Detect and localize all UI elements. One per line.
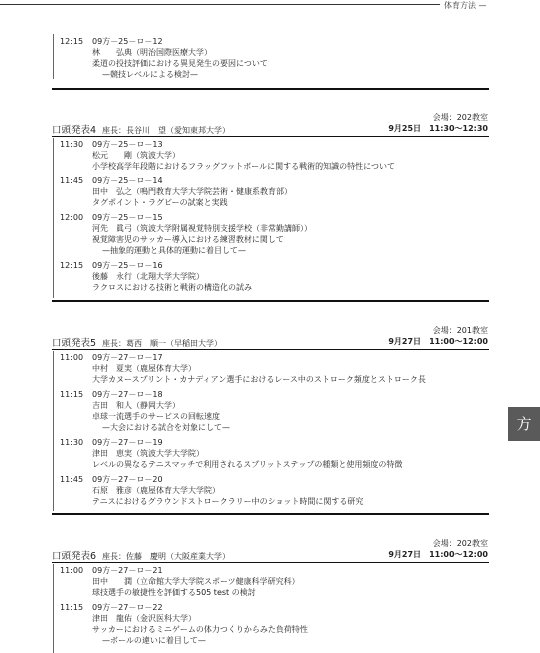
presentation-title: タグポイント・ラグビーの試案と実践 xyxy=(92,198,228,207)
session-title xyxy=(52,548,230,562)
presentation-id: 09方－25－ロ－13 xyxy=(92,140,163,149)
entry-time: 12:15 xyxy=(60,261,84,270)
presentation-title: 視覚障害児のサッカー導入における練習教材に関して xyxy=(92,235,284,244)
entry-time: 11:45 xyxy=(60,176,84,185)
presenter: 林 弘典（明治国際医療大学） xyxy=(92,48,212,57)
session-name: 口頭発表5 xyxy=(52,338,97,349)
presentation-subtitle: —大会における試合を対象にして— xyxy=(102,423,230,432)
presentation-title: 柔道の投技評価における異見発生の要因について xyxy=(92,59,268,68)
presentation-id: 09方－27－ロ－17 xyxy=(92,353,163,362)
presenter: 津田 龍佑（金沢医科大学） xyxy=(92,614,196,623)
session-name: 口頭発表6 xyxy=(52,551,97,562)
presentation-title: 卓球一流選手のサービスの回転速度 xyxy=(92,412,220,421)
presenter: 田中 弘之（鳴門教育大学大学院芸術・健康系教育部） xyxy=(92,187,292,196)
presenter: 津田 恵実（筑波大学大学院） xyxy=(92,449,204,458)
header-rule xyxy=(0,4,440,5)
section-divider xyxy=(52,88,489,90)
entry-time: 11:30 xyxy=(60,140,84,149)
session-rule xyxy=(52,349,489,350)
section-divider xyxy=(52,300,489,302)
session-datetime xyxy=(388,336,488,347)
session-chair: 座長：葛西 順一（早稲田大学） xyxy=(102,339,223,348)
presentation-title: レベルの異なるテニスマッチで利用されるスプリットステップの種類と使用頻度の特徴 xyxy=(92,460,403,469)
entry-rule xyxy=(53,34,54,79)
entry-time: 12:00 xyxy=(60,213,84,222)
session-chair: 座長：佐藤 慶明（大阪産業大学） xyxy=(102,552,231,561)
session-time: 11:30〜12:30 xyxy=(429,124,488,133)
presentation-title: 球技選手の敏捷性を評価する505 test の検討 xyxy=(92,588,256,597)
presentation-subtitle: —競技レベルによる検討— xyxy=(102,70,198,79)
presenter: 吉田 和人（静岡大学） xyxy=(92,401,180,410)
entry-time: 11:00 xyxy=(60,566,84,575)
entry-time: 11:45 xyxy=(60,475,84,484)
presenter: 河先 眞弓（筑波大学附属視覚特別支援学校（非常勤講師）） xyxy=(92,224,312,233)
entry-rule xyxy=(53,138,54,298)
presentation-title: 大学カヌースプリント・カナディアン選手におけるレース中のストローク頻度とストローク長 xyxy=(92,375,426,384)
presentation-id: 09方－25－ロ－16 xyxy=(92,261,163,270)
session-datetime xyxy=(388,123,488,134)
presentation-subtitle: —抽象的運動と具体的運動に着目して— xyxy=(102,246,246,255)
entry-rule xyxy=(53,351,54,511)
presenter: 後藤 永行（北翔大学大学院） xyxy=(92,272,204,281)
session-venue: 会場：202教室 xyxy=(432,113,488,122)
presentation-title: 小学校高学年段階におけるフラッグフットボールに関する戦術的知識の特性について xyxy=(92,162,395,171)
entry-time: 12:15 xyxy=(60,37,84,46)
presentation-id: 09方－25－ロ－15 xyxy=(92,213,163,222)
presentation-id: 09方－27－ロ－22 xyxy=(92,603,163,612)
session-datetime xyxy=(388,549,488,560)
section-divider xyxy=(52,513,489,515)
session-time: 11:00〜12:00 xyxy=(429,337,488,346)
presentation-id: 09方－27－ロ－21 xyxy=(92,566,163,575)
presenter: 石原 雅彦（鹿屋体育大学大学院） xyxy=(92,486,220,495)
section-header: 体育方法 — xyxy=(444,1,487,10)
session-time: 11:00〜12:00 xyxy=(429,550,488,559)
presentation-title: テニスにおけるグラウンドストロークラリー中のショット時間に関する研究 xyxy=(92,497,364,506)
session-date: 9月27日 xyxy=(388,337,422,346)
presentation-id: 09方－27－ロ－18 xyxy=(92,390,163,399)
presenter: 田中 潤（立命館大学大学院スポーツ健康科学研究科） xyxy=(92,577,300,586)
entry-time: 11:00 xyxy=(60,353,84,362)
entry-time: 11:30 xyxy=(60,438,84,447)
entry-time: 11:15 xyxy=(60,390,84,399)
session-venue: 会場：202教室 xyxy=(432,539,488,548)
session-title xyxy=(52,122,230,136)
presentation-title: サッカーにおけるミニゲームの体力つくりからみた負荷特性 xyxy=(92,625,308,634)
presentation-id: 09方－27－ロ－19 xyxy=(92,438,163,447)
session-rule xyxy=(52,562,489,563)
session-title xyxy=(52,335,222,349)
entry-time: 11:15 xyxy=(60,603,84,612)
presentation-subtitle: —ボールの違いに着目して— xyxy=(102,636,206,645)
presentation-id: 09方－25－ロ－14 xyxy=(92,176,163,185)
session-date: 9月25日 xyxy=(388,124,422,133)
presentation-id: 09方－25－ロ－12 xyxy=(92,37,163,46)
presenter: 中村 夏実（鹿屋体育大学） xyxy=(92,364,196,373)
session-date: 9月27日 xyxy=(388,550,422,559)
presentation-id: 09方－27－ロ－20 xyxy=(92,475,163,484)
section-index-tab: 方 xyxy=(508,407,540,441)
entry-rule xyxy=(53,564,54,653)
presenter: 松元 剛（筑波大学） xyxy=(92,151,180,160)
session-chair: 座長：長谷川 望（愛知東邦大学） xyxy=(102,126,231,135)
session-venue: 会場：201教室 xyxy=(432,326,488,335)
session-rule xyxy=(52,136,489,137)
presentation-title: ラクロスにおける技術と戦術の構造化の試み xyxy=(92,283,252,292)
session-name: 口頭発表4 xyxy=(52,125,97,136)
